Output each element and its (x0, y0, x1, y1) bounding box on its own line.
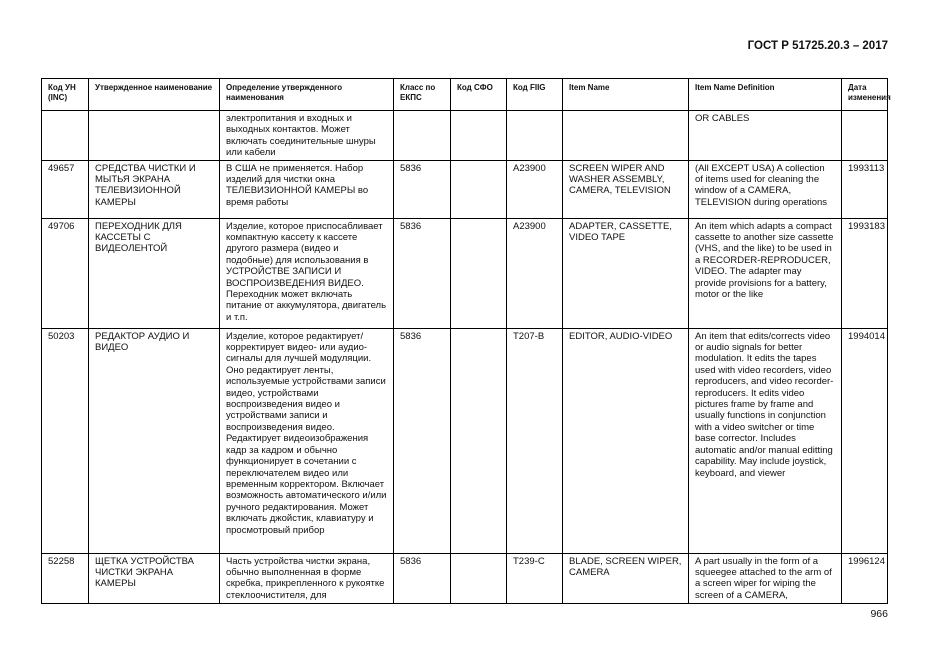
cell-item-name: EDITOR, AUDIO-VIDEO (563, 328, 689, 553)
col-header-fiig: Код FIIG (507, 79, 563, 111)
page-number: 966 (870, 608, 888, 620)
col-header-item-def: Item Name Definition (689, 79, 842, 111)
cell-item-def: An item which adapts a compact cassette to another size cassette (VHS, and the like) to be used in a RECORDER-REPRODUCER, VIDEO. The adapter may provide provisions for a battery, motor or the like (689, 218, 842, 328)
cell-definition: Изделие, которое приспосабливает компактную кассету к кассете другого размера (видео и подобные) для использования в УСТРОЙСТВЕ ЗАПИСИ И ВОСПРОИЗВЕДЕНИЯ ВИДЕО. Переходник может включать питание от аккумулятора, двигатель и т.п. (220, 218, 394, 328)
col-header-name: Утвержденное наименование (89, 79, 220, 111)
col-header-definition: Определение утвержденного наименования (220, 79, 394, 111)
cell-date: 1994014 (842, 328, 888, 553)
cell-definition: Изделие, которое редактирует/корректирует видео- или аудио-сигналы для лучшей модуляции. Оно редактирует ленты, используемые устройствами записи видео, устройствами воспроизведения видео и устройствами записи и воспроизведения видео. Редактирует видеоизображения кадр за кадром и обычно функционирует в сочетании с переключателем видео или временным корректором. Включает возможность автоматического и/или ручного редактирования. Может включать джойстик, клавиатуру и просмотровый прибор (220, 328, 394, 553)
cell-item-def: An item that edits/corrects video or audio signals for better modulation. It edits the tapes used with video recorders, video reproducers, and video recorder-reproducers. It edits video pictures frame by frame and usually functions in conjunction with a video switcher or time base corrector. Includes automatic and/or manual editting capability. May include joystick, keyboard, and viewer (689, 328, 842, 553)
cell-fiig: T239-C (507, 553, 563, 603)
cell-fiig (507, 111, 563, 161)
cell-ekps: 5836 (394, 218, 451, 328)
cell-name: ЩЕТКА УСТРОЙСТВА ЧИСТКИ ЭКРАНА КАМЕРЫ (89, 553, 220, 603)
cell-sfo (451, 160, 507, 218)
cell-item-def: A part usually in the form of a squeegee attached to the arm of a screen wiper for wiping the screen of a CAMERA, (689, 553, 842, 603)
cell-name (89, 111, 220, 161)
table-row (42, 111, 888, 161)
cell-fiig: A23900 (507, 160, 563, 218)
cell-definition: электропитания и входных и выходных контактов. Может включать соединительные шнуры или кабели (220, 111, 394, 161)
cell-item-name: ADAPTER, CASSETTE, VIDEO TAPE (563, 218, 689, 328)
cell-fiig: A23900 (507, 218, 563, 328)
cell-inc (42, 111, 89, 161)
cell-sfo (451, 553, 507, 603)
cell-item-def: (All EXCEPT USA) A collection of items used for cleaning the window of a CAMERA, TELEVISION during operations (689, 160, 842, 218)
cell-date: 1993113 (842, 160, 888, 218)
cell-ekps: 5836 (394, 328, 451, 553)
document-header: ГОСТ Р 51725.20.3 – 2017 (747, 40, 888, 52)
cell-definition: Часть устройства чистки экрана, обычно выполненная в форме скребка, прикрепленного к рукоятке стеклоочистителя, для (220, 553, 394, 603)
cell-fiig: T207-B (507, 328, 563, 553)
cell-inc: 49657 (42, 160, 89, 218)
table-row (42, 218, 888, 328)
table-header-row (42, 79, 888, 111)
cell-sfo (451, 218, 507, 328)
cell-date: 1996124 (842, 553, 888, 603)
table-row (42, 553, 888, 603)
col-header-inc: Код УН (INC) (42, 79, 89, 111)
table-row (42, 160, 888, 218)
cell-name: ПЕРЕХОДНИК ДЛЯ КАССЕТЫ С ВИДЕОЛЕНТОЙ (89, 218, 220, 328)
catalog-table (41, 78, 891, 604)
cell-sfo (451, 111, 507, 161)
col-header-date: Дата изменения (842, 79, 888, 111)
cell-inc: 49706 (42, 218, 89, 328)
cell-inc: 52258 (42, 553, 89, 603)
table-row (42, 328, 888, 553)
cell-name: РЕДАКТОР АУДИО И ВИДЕО (89, 328, 220, 553)
cell-date: 1993183 (842, 218, 888, 328)
cell-inc: 50203 (42, 328, 89, 553)
col-header-item-name: Item Name (563, 79, 689, 111)
cell-ekps (394, 111, 451, 161)
cell-definition: В США не применяется. Набор изделий для чистки окна ТЕЛЕВИЗИОННОЙ КАМЕРЫ во время работы (220, 160, 394, 218)
cell-item-name (563, 111, 689, 161)
col-header-ekps: Класс по ЕКПС (394, 79, 451, 111)
col-header-sfo: Код СФО (451, 79, 507, 111)
cell-ekps: 5836 (394, 553, 451, 603)
cell-ekps: 5836 (394, 160, 451, 218)
cell-name: СРЕДСТВА ЧИСТКИ И МЫТЬЯ ЭКРАНА ТЕЛЕВИЗИОННОЙ КАМЕРЫ (89, 160, 220, 218)
cell-date (842, 111, 888, 161)
cell-item-def: OR CABLES (689, 111, 842, 161)
cell-item-name: SCREEN WIPER AND WASHER ASSEMBLY, CAMERA, TELEVISION (563, 160, 689, 218)
cell-item-name: BLADE, SCREEN WIPER, CAMERA (563, 553, 689, 603)
cell-sfo (451, 328, 507, 553)
